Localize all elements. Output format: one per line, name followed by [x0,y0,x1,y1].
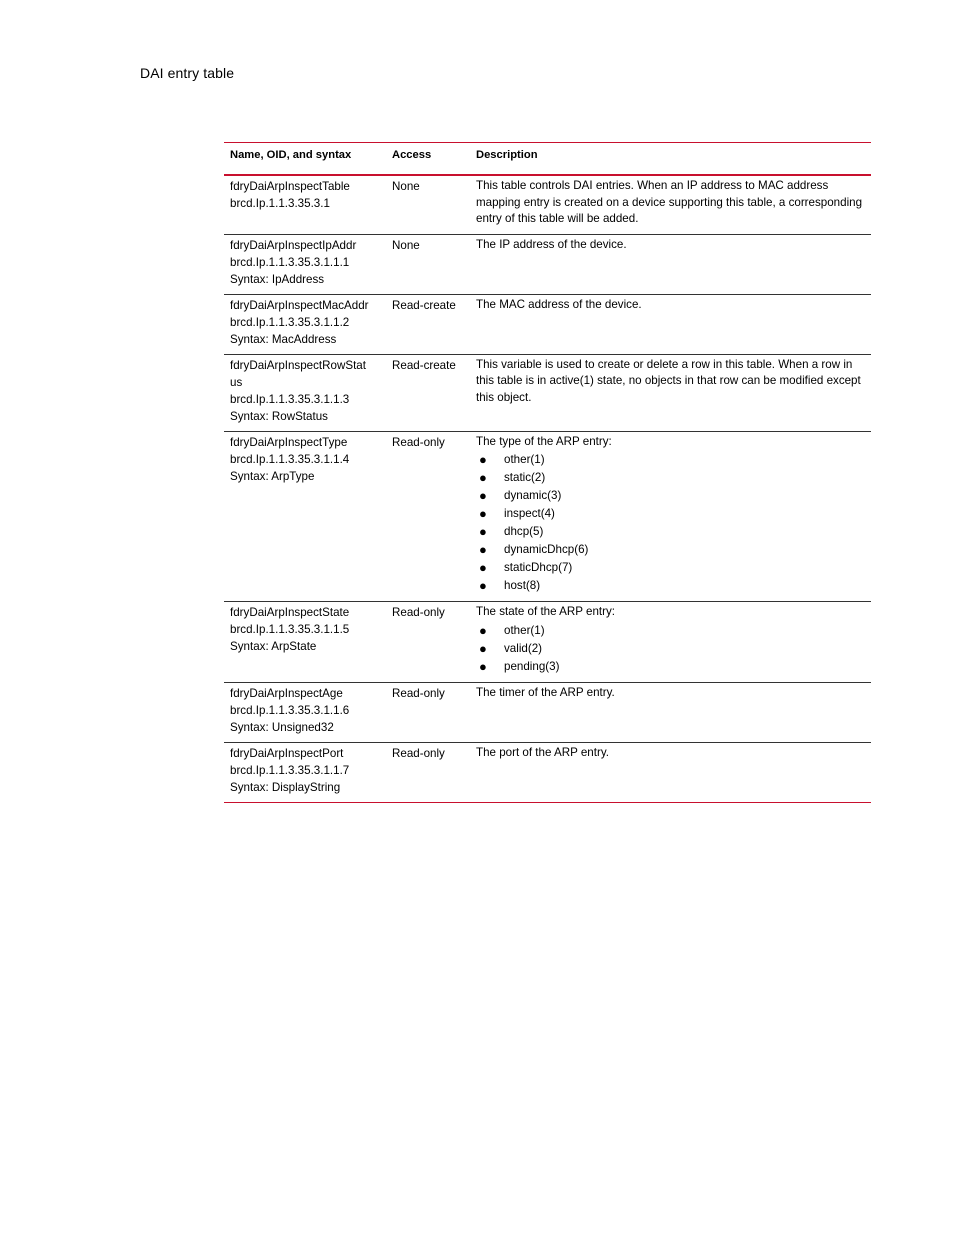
description-text: The port of the ARP entry. [476,745,609,759]
description-text: The state of the ARP entry: [476,605,615,618]
object-detail-line: brcd.Ip.1.1.3.35.3.1.1.3 [230,392,350,406]
cell-description [470,354,871,431]
header-access: Access [392,149,432,161]
object-detail-line: Syntax: RowStatus [230,409,328,423]
bullet-dot-icon: ● [479,470,487,485]
list-item [476,451,863,469]
cell-access: None [392,180,420,193]
object-detail-line: brcd.Ip.1.1.3.35.3.1.1.7 [230,763,350,777]
cell-description [470,682,871,742]
enum-value-text: other(1) [504,453,545,466]
object-detail-line: Syntax: Unsigned32 [230,720,334,734]
table-row [224,682,871,742]
enum-value-list [476,622,863,676]
cell-access: Read-only [392,435,445,449]
bullet-dot-icon: ● [479,622,487,638]
cell-name-oid-syntax [224,294,386,354]
header-description: Description [476,149,538,161]
enum-value-text: inspect(4) [504,507,555,520]
enum-value-text: pending(3) [504,659,560,673]
cell-description [470,175,871,234]
object-detail-line: brcd.Ip.1.1.3.35.3.1.1.5 [230,623,350,636]
enum-value-text: dynamicDhcp(6) [504,543,589,556]
list-item [476,640,863,658]
cell-description [470,602,871,683]
object-detail-line: Syntax: ArpType [230,469,315,483]
cell-name-oid-syntax [224,234,386,294]
enum-value-list [476,451,863,595]
list-item [476,658,863,676]
object-detail-line: Syntax: MacAddress [230,332,337,346]
description-text: The type of the ARP entry: [476,434,612,448]
cell-access: Read-only [392,686,445,700]
table-row [224,294,871,354]
mib-object-table [224,142,871,803]
cell-access: Read-only [392,606,445,619]
object-name: fdryDaiArpInspectTable [230,180,350,193]
cell-access: Read-create [392,358,456,372]
list-item [476,505,863,523]
header-name-oid-syntax: Name, OID, and syntax [230,149,352,161]
table-header [224,143,871,176]
bullet-dot-icon: ● [479,524,487,539]
object-detail-line: brcd.Ip.1.1.3.35.3.1 [230,197,330,210]
table-header-row [224,143,871,176]
table-row [224,742,871,802]
cell-name-oid-syntax [224,602,386,683]
enum-value-text: static(2) [504,471,546,484]
object-name: fdryDaiArpInspectMacAddr [230,298,369,312]
enum-value-text: other(1) [504,623,545,637]
object-name: fdryDaiArpInspectType [230,435,348,449]
object-detail-line: Syntax: IpAddress [230,272,325,286]
object-detail-line: us [230,375,243,389]
bullet-dot-icon: ● [479,640,487,656]
cell-name-oid-syntax [224,354,386,431]
cell-access: None [392,238,420,252]
bullet-dot-icon: ● [479,506,487,521]
table-row [224,431,871,602]
cell-description [470,431,871,602]
object-name: fdryDaiArpInspectRowStat [230,358,366,372]
object-detail-line: brcd.Ip.1.1.3.35.3.1.1.1 [230,255,350,269]
cell-access: Read-create [392,298,456,312]
cell-description [470,742,871,802]
cell-description [470,294,871,354]
list-item [476,622,863,640]
list-item [476,523,863,541]
list-item [476,487,863,505]
description-text: This table controls DAI entries. When an IP address to MAC address mapping entry is created on a device supporting this table, a corresponding entry of this table will be added. [476,179,863,225]
enum-value-text: dynamic(3) [504,489,562,502]
cell-name-oid-syntax [224,431,386,602]
bullet-dot-icon: ● [479,578,487,593]
description-text: This variable is used to create or delete a row in this table. When a row in this table is in active(1) state, no objects in that row can be modified except this object. [476,357,861,404]
table-row [224,354,871,431]
description-text: The IP address of the device. [476,237,627,251]
enum-value-text: host(8) [504,579,541,592]
bullet-dot-icon: ● [479,560,487,575]
object-detail-line: brcd.Ip.1.1.3.35.3.1.1.2 [230,315,350,329]
list-item [476,577,863,595]
object-name: fdryDaiArpInspectState [230,606,350,619]
object-name: fdryDaiArpInspectAge [230,686,343,700]
cell-name-oid-syntax [224,742,386,802]
cell-name-oid-syntax [224,682,386,742]
cell-name-oid-syntax [224,175,386,234]
bullet-dot-icon: ● [479,658,487,674]
list-item [476,469,863,487]
enum-value-text: staticDhcp(7) [504,561,573,574]
table-row [224,602,871,683]
table-body [224,175,871,802]
description-text: The MAC address of the device. [476,297,642,311]
object-detail-line: brcd.Ip.1.1.3.35.3.1.1.6 [230,703,350,717]
object-detail-line: Syntax: ArpState [230,640,317,653]
object-name: fdryDaiArpInspectPort [230,746,344,760]
page-heading: DAI entry table [140,65,235,81]
description-text: The timer of the ARP entry. [476,685,615,699]
list-item [476,541,863,559]
bullet-dot-icon: ● [479,488,487,503]
table-row [224,234,871,294]
table-row [224,175,871,234]
enum-value-text: dhcp(5) [504,525,544,538]
list-item [476,559,863,577]
object-detail-line: Syntax: DisplayString [230,780,341,794]
cell-description [470,234,871,294]
object-name: fdryDaiArpInspectIpAddr [230,238,357,252]
bullet-dot-icon: ● [479,542,487,557]
object-detail-line: brcd.Ip.1.1.3.35.3.1.1.4 [230,452,350,466]
enum-value-text: valid(2) [504,641,543,655]
bullet-dot-icon: ● [479,452,487,467]
cell-access: Read-only [392,746,445,760]
